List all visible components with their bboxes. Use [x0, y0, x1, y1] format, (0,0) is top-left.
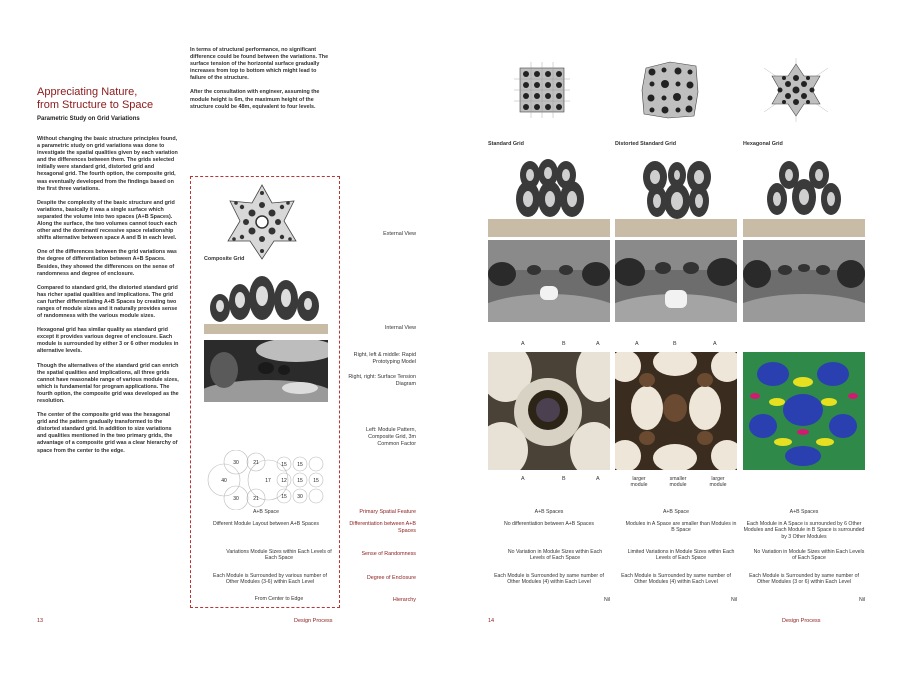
- module-num-5: 40: [221, 478, 227, 484]
- col2-paragraph-2: After the consultation with engineer, assuming the module height is 6m, the maximum height of the structure could be 48m, equivalent to four levels.: [190, 89, 320, 110]
- dist-bottom-label-larger-2: larger module: [709, 476, 727, 489]
- std-top-label-b: B: [562, 341, 566, 347]
- hex-cell-hierarchy: Nil: [858, 597, 865, 603]
- module-num-10: 30: [233, 496, 239, 502]
- module-num-4: 15: [297, 462, 303, 468]
- right-page-number: 14: [488, 618, 495, 624]
- note-module-pattern: Left: Module Pattern, Composite Grid, 3m Common Factor: [365, 427, 416, 447]
- std-cell-differentiation: No differentiation between A+B Spaces: [503, 521, 595, 527]
- dist-cell-differentiation: Modules in A Space are smaller than Modules in B Space: [625, 521, 737, 534]
- dist-top-label-a1: A: [635, 341, 639, 347]
- grid-name-distorted: Distorted Standard Grid: [615, 141, 677, 147]
- row-label-feature: Primary Spatial Feature: [359, 509, 416, 515]
- module-num-7: 12: [281, 478, 287, 484]
- composite-grid-pattern: [222, 183, 302, 261]
- note-surface-tension: Right, right: Surface Tension Diagram: [348, 374, 416, 387]
- dist-bottom-label-smaller: smaller module: [669, 476, 687, 489]
- distorted-prototype-closeup: [615, 352, 737, 470]
- page-subtitle: Parametric Study on Grid Variations: [37, 116, 140, 122]
- module-size-diagram: [206, 450, 326, 510]
- dist-cell-feature: A+B Space: [662, 509, 690, 515]
- paragraph-3: One of the differences between the grid variations was the degree of differentiation between A+B Spaces. Besides, they showed the differences on the sense of randomness and degree of enclosure.: [37, 249, 177, 277]
- module-num-11: 21: [253, 496, 259, 502]
- std-cell-hierarchy: Nil: [603, 597, 610, 603]
- composite-cell-hierarchy: From Center to Edge: [254, 596, 304, 602]
- std-bottom-label-a1: A: [521, 476, 525, 482]
- left-page-number: 13: [37, 618, 44, 624]
- row-label-randomness: Sense of Randomness: [361, 551, 416, 557]
- paragraph-1: Without changing the basic structure principles found, a parametric study on grid variations was done to investigate the spatial qualities given by each variation and the differences between them. The grids selected initially were standard grid, distorted grid and hexagonal grid. The fourth option, the composite grid, was eventually developed from the findings based on the first three variations.: [37, 136, 178, 192]
- hexagonal-interior-photo: [743, 240, 865, 322]
- composite-cell-randomness: Variations Module Sizes within Each Levels of Each Space: [226, 549, 332, 562]
- hex-cell-feature: A+B Spaces: [789, 509, 819, 515]
- dist-top-label-a2: A: [713, 341, 717, 347]
- composite-cell-enclosure: Each Module is Surrounded by various number of Other Modules (3-6) within Each Level: [213, 573, 327, 586]
- left-page-footer: Design Process: [294, 618, 333, 624]
- standard-model-photo: [488, 153, 610, 237]
- paragraph-7: The center of the composite grid was the hexagonal grid and the pattern gradually transformed to the distorted standard grid. In addition to size variations and qualities mentioned in the two primary grids, the advantage of a composite grid was a clear hierarchy of space from the center to the edge.: [37, 412, 178, 454]
- composite-cell-feature: A+B Space: [252, 509, 280, 515]
- page-title: [37, 86, 187, 112]
- standard-grid-pattern: [514, 62, 570, 118]
- dist-cell-enclosure: Each Module is Surrounded by same number of Other Modules (4) within Each Level: [621, 573, 731, 586]
- grid-name-standard: Standard Grid: [488, 141, 524, 147]
- standard-prototype-closeup: [488, 352, 610, 470]
- module-num-1: 30: [233, 460, 239, 466]
- distorted-interior-photo: [615, 240, 737, 322]
- dist-cell-hierarchy: Nil: [730, 597, 737, 603]
- col2-paragraph-1: In terms of structural performance, no significant difference could be found between the variations. The surface tension of the horizontal surface gradually increases from top to bottom which might lead to failure of the structure.: [190, 47, 329, 82]
- label-external-view: External View: [383, 231, 416, 237]
- hexagonal-model-photo: [743, 153, 865, 237]
- std-cell-enclosure: Each Module is Surrounded by same number of Other Modules (4) within Each Level: [494, 573, 604, 586]
- composite-cell-differentiation: Different Module Layout between A+B Spaces: [213, 521, 319, 527]
- grid-name-hexagonal: Hexagonal Grid: [743, 141, 783, 147]
- module-num-13: 30: [297, 494, 303, 500]
- title-line-2: from Structure to Space: [37, 99, 154, 111]
- composite-grid-label: Composite Grid: [204, 256, 245, 262]
- paragraph-4: Compared to standard grid, the distorted standard grid has richer spatial qualities and implications. The grid can further differentiating A+B Spaces by creating two ranges of module sizes and it naturally provides sense of randomness with the various module sizes.: [37, 284, 178, 320]
- std-bottom-label-b: B: [562, 476, 566, 482]
- module-num-12: 15: [281, 494, 287, 500]
- distorted-model-photo: [615, 153, 737, 237]
- row-label-differentiation: Differentiation between A+B Spaces: [349, 521, 416, 534]
- paragraph-2: Despite the complexity of the basic structure and grid variations, basically it was a single surface which separated the volume into two spaces (A+B Spaces). Along the surface, the two volumes cannot touch each other and the dominant/ recessive space relationship shifts alternative between space A and B in each level.: [37, 199, 177, 242]
- label-internal-view: Internal View: [384, 325, 416, 331]
- hex-cell-enclosure: Each Module is Surrounded by same number of Other Modules (3 or 6) within Each Level: [749, 573, 859, 586]
- module-num-3: 15: [281, 462, 287, 468]
- std-cell-feature: A+B Spaces: [534, 509, 564, 515]
- standard-interior-photo: [488, 240, 610, 322]
- paragraph-5: Hexagonal grid has similar quality as standard grid except it provides various degree of enclosure. Each module is surrounded by either 3 or 6 other modules in alternative levels.: [37, 327, 179, 355]
- std-top-label-a2: A: [596, 341, 600, 347]
- std-bottom-label-a2: A: [596, 476, 600, 482]
- dist-cell-randomness: Limited Variations in Module Sizes within Each Levels of Each Space: [627, 549, 735, 562]
- right-page-footer: Design Process: [782, 618, 821, 624]
- row-label-enclosure: Degree of Enclosure: [366, 575, 416, 581]
- composite-interior-photo: [204, 340, 328, 402]
- module-num-6: 17: [265, 478, 271, 484]
- hex-cell-randomness: No Variation in Module Sizes within Each Levels of Each Space: [753, 549, 865, 562]
- hexagonal-grid-pattern: [764, 58, 828, 122]
- note-rapid-prototyping: Right, left & middle: Rapid Prototyping Model: [353, 352, 416, 365]
- body-column-1: [37, 136, 179, 455]
- hexagonal-tension-diagram: [743, 352, 865, 470]
- std-top-label-a1: A: [521, 341, 525, 347]
- module-num-9: 15: [313, 478, 319, 484]
- module-num-2: 21: [253, 460, 259, 466]
- std-cell-randomness: No Variation in Module Sizes within Each Levels of Each Space: [507, 549, 603, 562]
- module-num-8: 15: [297, 478, 303, 484]
- title-line-1: Appreciating Nature,: [37, 86, 138, 98]
- distorted-grid-pattern: [638, 58, 702, 122]
- dist-bottom-label-larger-1: larger module: [630, 476, 648, 489]
- row-label-hierarchy: Hierarchy: [392, 597, 416, 603]
- hex-cell-differentiation: Each Module in A Space is surrounded by 6 Other Modules and Each Module in B Space is surrounded by 3 Other Modules: [743, 521, 865, 540]
- composite-model-photo: [204, 268, 328, 334]
- paragraph-6: Though the alternatives of the standard grid can enrich the spatial qualities and implications, all three grids cannot have reasonable range of various module sizes, which is fundamental for program applications. The fourth option, the composite grid was developed as the resolution.: [37, 362, 179, 404]
- body-column-2: [190, 47, 332, 111]
- dist-top-label-b: B: [673, 341, 677, 347]
